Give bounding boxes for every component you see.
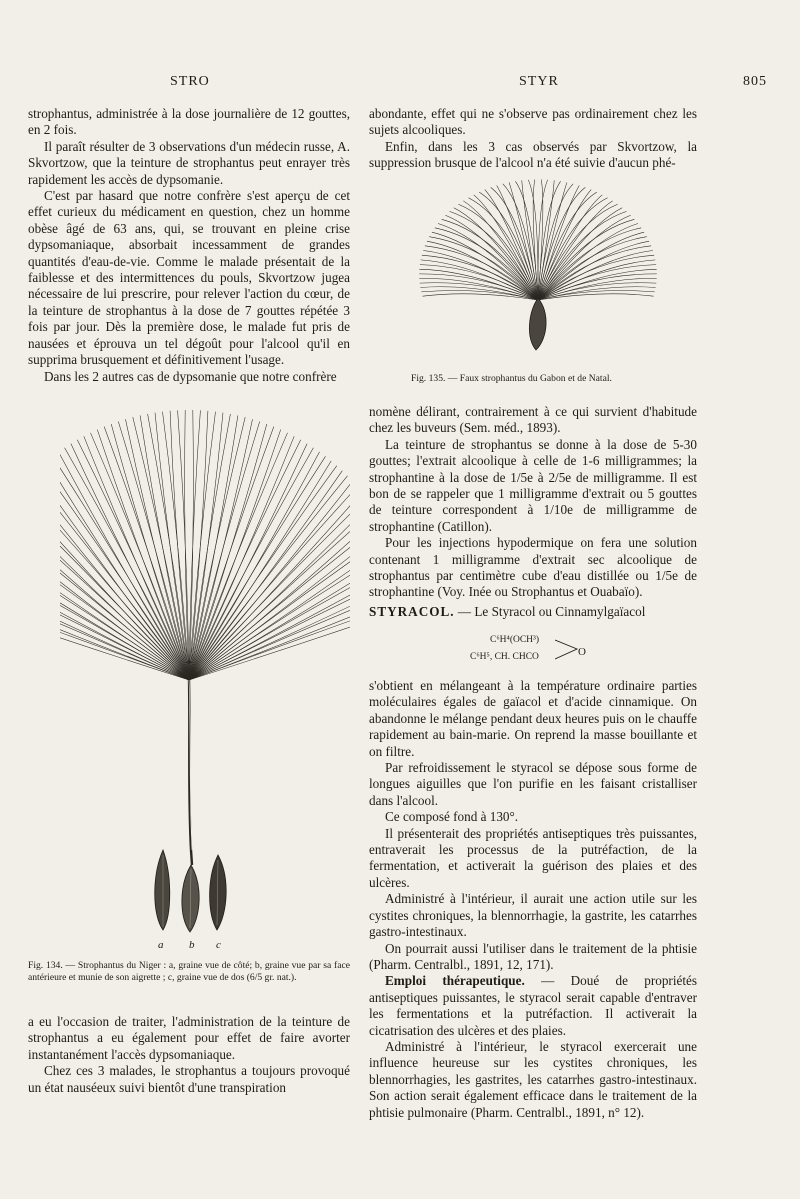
strophantus-niger-illustration — [60, 395, 350, 955]
paragraph: a eu l'occasion de traiter, l'administration de la teinture de strophantus a eu également pour effet de faire avorter instantanément l'accès dypsomaniaque. — [28, 1014, 350, 1062]
paragraph: strophantus, administrée à la dose journalière de 12 gouttes, en 2 fois. — [28, 106, 350, 138]
chemical-formula — [470, 632, 586, 666]
running-head-center: STYR — [519, 74, 559, 89]
paragraph: Il présenterait des propriétés antiseptiques très puissantes, entraverait les processus de la putréfaction, de la fermentation, et activerait la guérison des plaies et des ulcères. — [369, 825, 697, 890]
paragraph: On pourrait aussi l'utiliser dans le traitement de la phtisie (Pharm. Centralbl., 1891, 12, 171). — [369, 940, 697, 972]
seed-a — [155, 850, 170, 930]
formula-bracket — [555, 636, 579, 662]
page-number: 805 — [743, 74, 767, 89]
seed-label-a: a — [158, 939, 164, 951]
paragraph: Administré à l'intérieur, le styracol exercerait une influence heureuse sur les cystites chroniques, les blennorrhagies, les gastrites, les catarrhes gastro-intestinaux. Son action serait également efficace dans le traitement de la phtisie pulmonaire (Pharm. Centralbl., 1891, n° 12). — [369, 1038, 697, 1120]
figure-134-caption: Fig. 134. — Strophantus du Niger : a, graine vue de côté; b, graine vue par sa face antérieure et munie de son aigrette ; c, graine vue de dos (6/5 gr. nat.). — [28, 960, 350, 983]
styracol-entry — [369, 604, 697, 620]
paragraph: C'est par hasard que notre confrère s'est aperçu de cet effet curieux du médicament en question, chez un homme obèse âgé de 63 ans, qui, se trouvant en pleine crise dypsomaniaque, absorbait incessamment de grandes quantités d'eau-de-vie. Comme le malade présentait de la faiblesse et des intermittences du pouls, Skvortzow jugea nécessaire de lui prescrire, pour relever l'action du cœur, de la teinture de strophantus à la dose de 7 gouttes répétée 3 fois par jour. Dès la première dose, le malade fut pris de nausées et éprouva un tel dégoût pour l'alcool qu'il en supprima brusquement et définitivement l'usage. — [28, 188, 350, 368]
col1-top-text — [28, 106, 350, 385]
paragraph: Ce composé fond à 130°. — [385, 809, 519, 825]
paragraph — [369, 973, 697, 1039]
paragraph: Il paraît résulter de 3 observations d'un médecin russe, A. Skvortzow, que la teinture de strophantus peut enrayer très rapidement les accès de dypsomanie. — [28, 138, 350, 187]
faux-strophantus-illustration — [410, 178, 680, 368]
seed-c — [210, 855, 227, 930]
seed — [529, 298, 546, 350]
paragraph: Pour les injections hypodermique on fera une solution contenant 1 milligramme d'extrait sec alcoolique de strophantus par centimètre cube d'eau distillée ou 1/5e de strophantine (Voy. Inée ou Strophantus et Ouabaïo). — [369, 535, 697, 600]
paragraph: Chez ces 3 malades, le strophantus a toujours provoqué un état nauséeux suivi bientôt d'une transpiration — [28, 1063, 350, 1095]
seed-label-b: b — [189, 939, 195, 951]
col2-mid-text — [369, 404, 697, 601]
paragraph: Par refroidissement le styracol se dépose sous forme de longues aiguilles que l'on purifie en les faisant cristalliser dans l'alcool. — [369, 760, 697, 808]
subentry-text: — Doué de propriétés antiseptiques puissantes, le styracol serait capable d'entraver les fermentations et la putréfaction. Il activerait la cicatrisation des ulcères et des plaies. — [369, 973, 697, 1038]
entry-term: STYRACOL. — [369, 604, 455, 619]
col2-bottom-text — [369, 678, 697, 1121]
seed-label-c: c — [216, 939, 221, 951]
subentry-term: Emploi thérapeutique. — [385, 973, 525, 989]
paragraph: La teinture de strophantus se donne à la dose de 5-30 gouttes; l'extrait alcoolique à celle de 1-6 milligrammes; la strophantine à la dose de 1/5e à 2/5e de milligramme. Il est bon de se rappeler que 1 milligramme d'extrait ou 5 gouttes de teinture correspondent à 1/10e de milligramme de strophantine (Catillon). — [369, 436, 697, 534]
paragraph: abondante, effet qui ne s'observe pas ordinairement chez les sujets alcooliques. — [369, 106, 697, 138]
paragraph: nomène délirant, contrairement à ce qui survient d'habitude chez les buveurs (Sem. méd., 1893). — [369, 404, 697, 436]
formula-oxygen: O — [578, 646, 586, 658]
col1-bottom-text — [28, 1014, 350, 1096]
col2-top-text — [369, 106, 697, 172]
paragraph: s'obtient en mélangeant à la température ordinaire parties moléculaires égales de gaïacol et d'acide cinnamique. On abandonne le mélange pendant deux heures puis on le chauffe rapidement au bain-marie. On reprend la masse bouillante et on filtre. — [369, 678, 697, 759]
formula-line-2: C⁶H⁵, CH. CHCO — [470, 652, 539, 662]
paragraph: Enfin, dans les 3 cas observés par Skvortzow, la suppression brusque de l'alcool n'a été suivie d'aucun phé- — [369, 138, 697, 171]
formula-line-1: C⁶H⁴(OCH³) — [490, 635, 540, 645]
seed-b — [182, 865, 199, 932]
entry-definition: — Le Styracol ou Cinnamylgaïacol — [454, 604, 646, 619]
figure-135-caption: Fig. 135. — Faux strophantus du Gabon et de Natal. — [411, 373, 612, 384]
running-head-left: STRO — [170, 74, 210, 89]
paragraph: Administré à l'intérieur, il aurait une action utile sur les cystites chroniques, la blennorrhagie, la gastrite, les catarrhes gastro-intestinaux. — [369, 891, 697, 940]
paragraph: Dans les 2 autres cas de dypsomanie que notre confrère — [44, 368, 337, 384]
